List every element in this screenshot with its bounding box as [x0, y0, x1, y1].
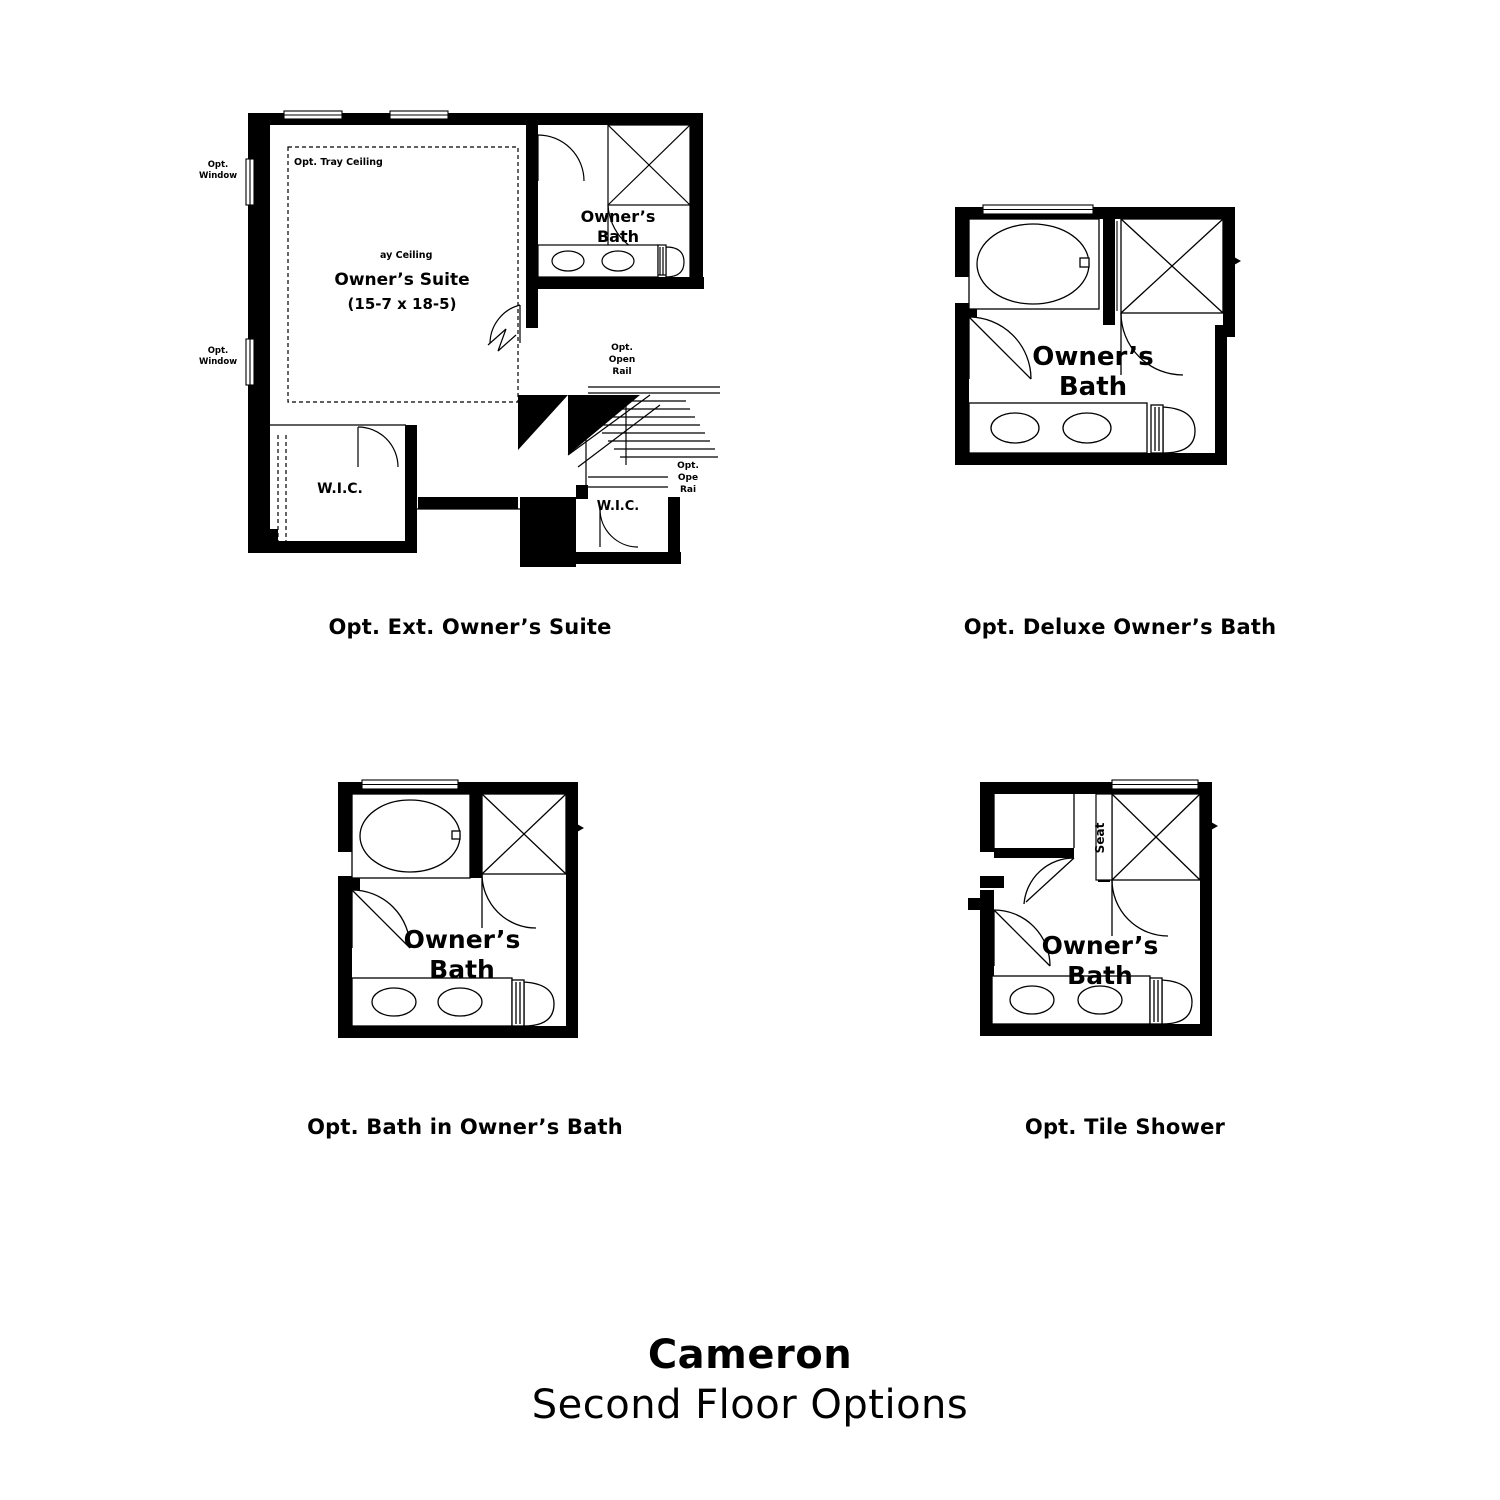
label-tile-shower-bath-line1: Owner’s	[1041, 931, 1159, 960]
label-opt-open-rail-1a: Opt.	[611, 343, 633, 353]
label-seat: Seat	[1093, 822, 1107, 854]
caption-opt-ext-owners-suite: Opt. Ext. Owner’s Suite	[328, 615, 612, 639]
floorplan-svg-2	[935, 195, 1255, 485]
label-opt-open-rail-1c: Rail	[612, 367, 632, 377]
label-bath-in-owners-bath-line2: Bath	[429, 955, 495, 984]
label-owners-bath-line2: Bath	[596, 227, 640, 246]
floorplan-svg-4	[960, 770, 1240, 1060]
label-owners-suite-dimensions: (15-7 x 18-5)	[347, 295, 457, 313]
label-opt-window-top-2: Window	[198, 171, 238, 181]
floorplan-opt-bath-in-owners-bath	[320, 770, 610, 1060]
label-bath-in-owners-bath-line1: Owner’s	[403, 925, 521, 954]
floorplan-svg-3	[320, 770, 610, 1060]
floorplan-opt-tile-shower	[960, 770, 1240, 1060]
title-block	[0, 1330, 1500, 1430]
label-deluxe-bath-line2: Bath	[1058, 372, 1128, 402]
floorplan-svg-1	[190, 105, 720, 575]
label-tile-shower-bath-line2: Bath	[1067, 961, 1133, 990]
label-deluxe-bath-line1: Owner’s	[1032, 342, 1154, 372]
caption-opt-deluxe-owners-bath: Opt. Deluxe Owner’s Bath	[963, 615, 1277, 639]
floorplan-opt-deluxe-owners-bath	[935, 195, 1255, 485]
label-wic-left: W.I.C.	[317, 481, 363, 497]
label-opt-open-rail-1b: Open	[608, 355, 636, 365]
plan-name: Cameron	[647, 1332, 853, 1378]
label-opt-open-rail-2b: Ope	[677, 473, 699, 483]
label-owners-suite: Owner’s Suite	[334, 270, 470, 290]
floorplan-opt-ext-owners-suite	[190, 105, 720, 575]
label-opt-open-rail-2c: Rai	[679, 485, 697, 495]
label-opt-window-bottom-2: Window	[198, 357, 238, 367]
label-wic-right: W.I.C.	[596, 499, 640, 514]
label-tray-ceiling-inner: ay Ceiling	[380, 250, 433, 261]
label-opt-window-bottom-1: Opt.	[207, 346, 229, 356]
label-opt-tray-ceiling: Opt. Tray Ceiling	[294, 157, 383, 168]
caption-opt-tile-shower: Opt. Tile Shower	[1024, 1115, 1226, 1139]
plan-subtitle: Second Floor Options	[531, 1382, 969, 1428]
label-owners-bath-line1: Owner’s	[580, 207, 656, 226]
label-opt-window-top-1: Opt.	[207, 160, 229, 170]
caption-opt-bath-in-owners-bath: Opt. Bath in Owner’s Bath	[307, 1115, 623, 1139]
label-opt-open-rail-2a: Opt.	[677, 461, 699, 471]
